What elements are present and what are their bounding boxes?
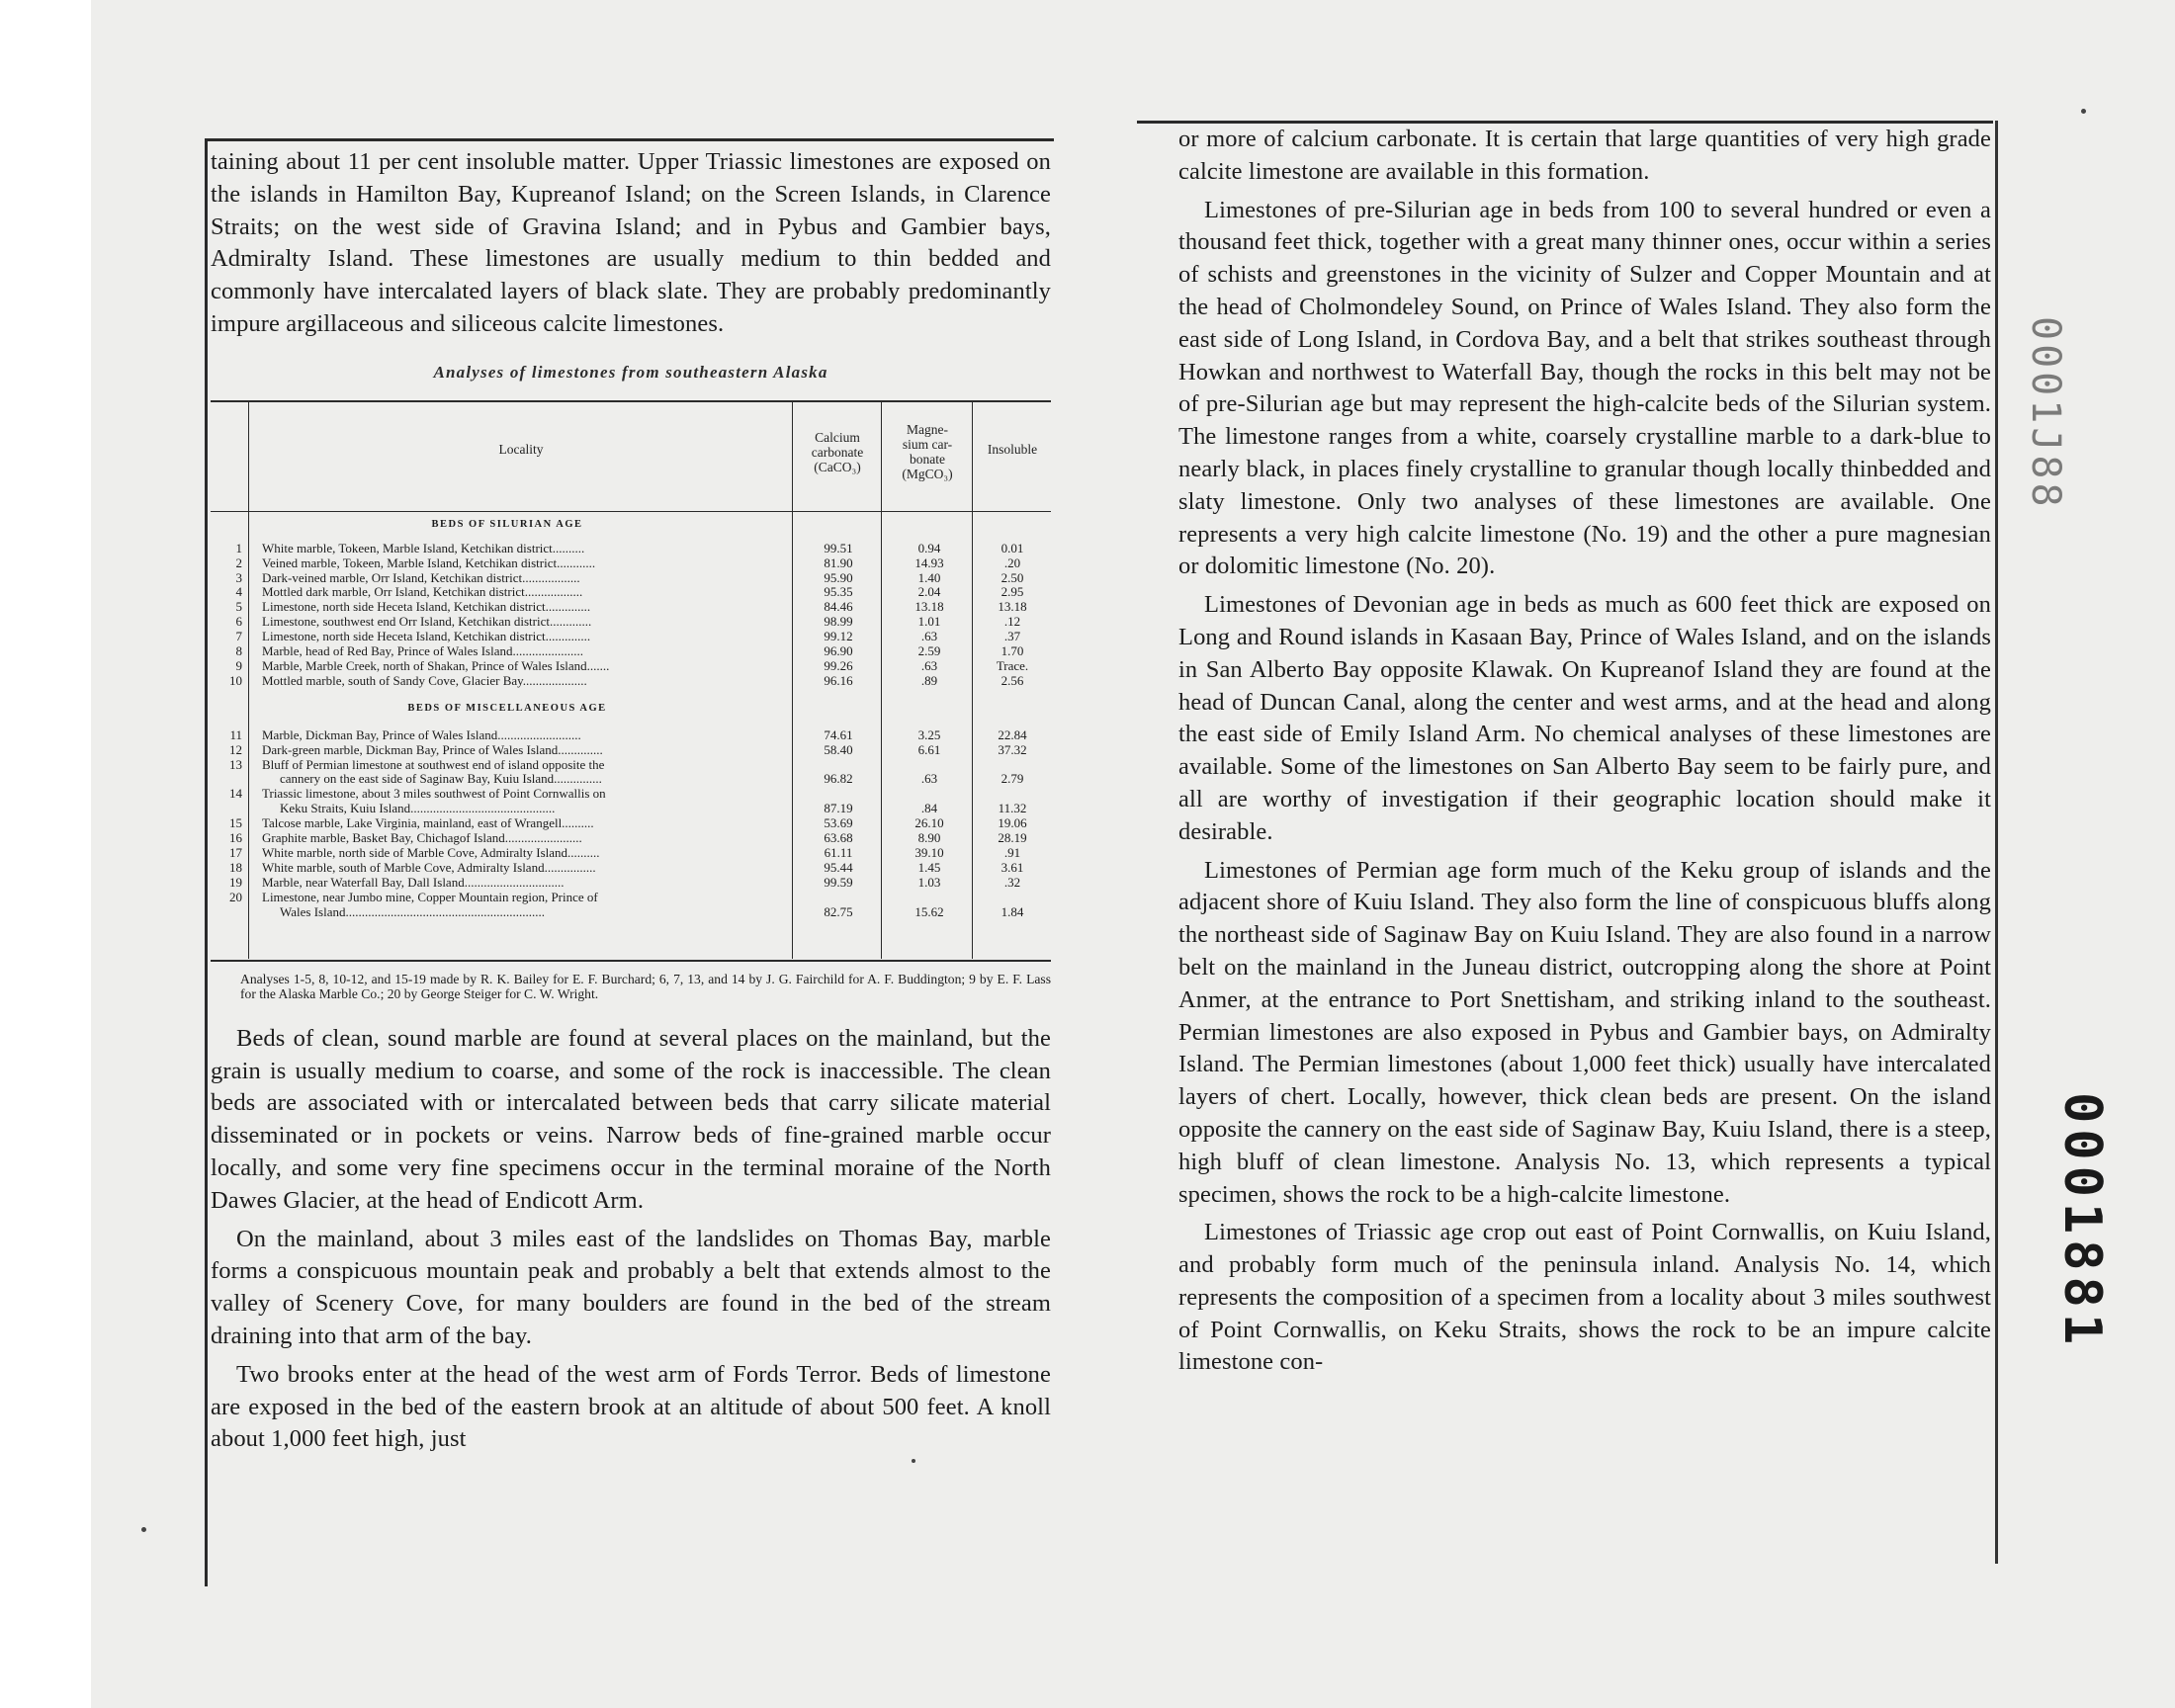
table-bottom-rule xyxy=(211,960,1051,962)
table-row xyxy=(211,658,1051,673)
table-row xyxy=(211,555,1051,570)
row-number: 3 xyxy=(235,569,242,585)
row-insoluble: .37 xyxy=(1003,629,1021,644)
table-row xyxy=(211,801,1051,815)
section-silurian: BEDS OF SILURIAN AGE xyxy=(431,518,583,530)
row-number: 15 xyxy=(229,815,242,831)
row-calcium: 53.69 xyxy=(824,815,853,831)
row-locality: Mottled dark marble, Orr Island, Ketchikan district.................. xyxy=(262,584,583,600)
table-row xyxy=(211,845,1051,860)
row-insoluble: 0.01 xyxy=(1000,540,1024,555)
right-column xyxy=(1178,124,1991,1379)
section-miscellaneous: BEDS OF MISCELLANEOUS AGE xyxy=(407,702,607,714)
row-insoluble: 3.61 xyxy=(1000,859,1024,875)
row-magnesium: 2.04 xyxy=(917,584,941,600)
row-calcium: 58.40 xyxy=(824,741,853,757)
row-calcium: 96.90 xyxy=(824,643,853,659)
margin-speck xyxy=(2081,109,2086,114)
row-insoluble: 11.32 xyxy=(998,801,1027,816)
row-calcium: 99.26 xyxy=(824,657,853,673)
row-number: 16 xyxy=(229,830,242,846)
row-number: 20 xyxy=(229,889,242,904)
row-insoluble: 13.18 xyxy=(998,599,1027,615)
row-calcium: 95.90 xyxy=(824,569,853,585)
table-row xyxy=(211,875,1051,890)
table-row xyxy=(211,742,1051,757)
row-magnesium: 6.61 xyxy=(917,741,941,757)
row-calcium: 95.44 xyxy=(824,859,853,875)
table-row xyxy=(211,614,1051,629)
table-row xyxy=(211,860,1051,875)
row-number: 5 xyxy=(235,599,242,615)
row-number: 8 xyxy=(235,643,242,659)
row-insoluble: 37.32 xyxy=(998,741,1027,757)
row-insoluble: 19.06 xyxy=(998,815,1027,831)
left-paragraph-3: On the mainland, about 3 miles east of the landslides on Thomas Bay, marble forms a conspicuous mountain peak and probably a belt that extends almost to the valley of Scenery Cove, for many boulders are found in the bed of the stream draining into that arm of the bay. xyxy=(211,1225,1051,1349)
row-insoluble: 2.95 xyxy=(1000,584,1024,600)
left-paragraph-4: Two brooks enter at the head of the west arm of Fords Terror. Beds of limestone are exposed in the bed of the eastern brook at an altitude of about 500 feet. A knoll about 1,000 feet high, just xyxy=(211,1360,1051,1453)
row-magnesium: 14.93 xyxy=(914,555,944,570)
table-row xyxy=(211,757,1051,772)
row-number: 14 xyxy=(229,786,242,802)
row-insoluble: 2.50 xyxy=(1000,569,1024,585)
table-title: Analyses of limestones from southeastern Alaska xyxy=(433,362,828,382)
row-locality: Triassic limestone, about 3 miles southwest of Point Cornwallis on xyxy=(262,786,606,802)
row-number: 1 xyxy=(235,540,242,555)
row-locality: Marble, head of Red Bay, Prince of Wales Island...................... xyxy=(262,643,583,659)
row-number: 18 xyxy=(229,859,242,875)
row-calcium: 99.59 xyxy=(824,874,853,890)
right-paragraph-2: Limestones of pre-Silurian age in beds from 100 to several hundred or even a thousand feet thick, together with a great many thinner ones, occur within a series of schists and greenstones in the vicinity of Sulzer and Copper Mountain and at the head of Cholmondeley Sound, on Prince of Wales Island. They also form the east side of Long Island, in Cordova Bay, and a belt that strikes southeast through Howkan and northwest to Waterfall Bay, though the rocks in this belt may not be of pre-Silurian age but may represent the high-calcite beds of the Silurian system. The limestone ranges from a white, coarsely crystalline marble to a dark-blue to nearly black, in places finely crystalline to granular though locally thinbedded and slaty limestone. Only two analyses of these limestones are available. One represents a very high calcite limestone (No. 19) and the other a pure magnesian or dolomitic limestone (No. 20). xyxy=(1178,196,1991,580)
row-locality: Mottled marble, south of Sandy Cove, Glacier Bay.................... xyxy=(262,672,587,688)
analyses-table xyxy=(211,400,1051,966)
table-row xyxy=(211,727,1051,742)
table-footnote: Analyses 1-5, 8, 10-12, and 15-19 made by R. K. Bailey for E. F. Burchard; 6, 7, 13, and 14 by J. G. Fairchild for A. F. Buddington; 9 by E. F. Lass for the Alaska Marble Co.; 20 by George Steiger for C. W. Wright. xyxy=(240,971,1051,1001)
row-number: 12 xyxy=(229,741,242,757)
right-paragraph-3: Limestones of Devonian age in beds as much as 600 feet thick are exposed on Long and Round islands in Kasaan Bay, Prince of Wales Island, and on the islands in San Alberto Bay opposite Klawak. On Kupreanof Island they are found at the head of Duncan Canal, along the center and west arms, and at the head and along the east side of Emily Island Arm. No chemical analyses of these limestones are available. Some of the limestones on San Alberto Bay seem to be fairly pure, and all are worthy of investigation if their geographic location should make it desirable. xyxy=(1178,591,1991,845)
row-magnesium: 13.18 xyxy=(914,599,944,615)
table-row xyxy=(211,570,1051,585)
row-magnesium: 8.90 xyxy=(917,830,941,846)
row-calcium: 95.35 xyxy=(824,584,853,600)
row-locality: Marble, Marble Creek, north of Shakan, Prince of Wales Island....... xyxy=(262,657,610,673)
row-number: 11 xyxy=(229,726,242,742)
right-paragraph-4: Limestones of Permian age form much of the Keku group of islands and the adjacent shore of Kuiu Island. They also form the line of conspicuous bluffs along the northeast side of Saginaw Bay on Kuiu Island. They are also found in a narrow belt on the mainland in the Juneau district, outcropping along the shore at Point Anmer, at the entrance to Port Snettisham, and striking inland to the southeast. Permian limestones are also exposed in Pybus and Gambier bays, on Admiralty Island. The Permian limestones (about 1,000 feet thick) usually have intercalated layers of chert. Locally, however, thick clean beds are present. On the island opposite the cannery on the east side of Saginaw Bay, Kuiu Island, there is a steep, high bluff of clean limestone. Analysis No. 13, which represents a typical specimen, shows the rock to be a high-calcite limestone. xyxy=(1178,856,1991,1208)
row-magnesium: 2.59 xyxy=(917,643,941,659)
row-magnesium: 15.62 xyxy=(914,903,944,919)
row-insoluble: .91 xyxy=(1003,844,1021,860)
archive-stamp-faint: 0001J88 xyxy=(2023,316,2068,511)
row-number: 7 xyxy=(235,629,242,644)
table-row xyxy=(211,629,1051,643)
header-insoluble: Insoluble xyxy=(987,441,1038,457)
right-column-side-rule xyxy=(1995,121,1998,1564)
left-column-top-rule xyxy=(206,138,1054,141)
row-locality: Limestone, southwest end Orr Island, Ketchikan district............. xyxy=(262,614,592,630)
row-insoluble: 1.84 xyxy=(1000,903,1024,919)
row-locality: White marble, south of Marble Cove, Admiralty Island................ xyxy=(262,859,596,875)
row-number: 6 xyxy=(235,614,242,630)
row-insoluble: 1.70 xyxy=(1000,643,1024,659)
row-magnesium: 1.03 xyxy=(917,874,941,890)
row-magnesium: 0.94 xyxy=(917,540,941,555)
row-magnesium: .63 xyxy=(920,629,938,644)
table-row xyxy=(211,584,1051,599)
row-calcium: 61.11 xyxy=(824,844,853,860)
row-insoluble: 2.56 xyxy=(1000,672,1024,688)
table-row xyxy=(211,599,1051,614)
row-number: 10 xyxy=(229,672,242,688)
row-locality: Veined marble, Tokeen, Marble Island, Ketchikan district............ xyxy=(262,555,596,570)
row-magnesium: 3.25 xyxy=(917,726,941,742)
row-calcium: 99.51 xyxy=(824,540,853,555)
left-paragraph-1: taining about 11 per cent insoluble matter. Upper Triassic limestones are exposed on the islands in Hamilton Bay, Kupreanof Island; on the Screen Islands, in Clarence Straits; on the west side of Gravina Island; and in Pybus and Gambier bays, Admiralty Island. These limestones are usually medium to thin bedded and commonly have intercalated layers of black slate. They are probably predominantly impure argillaceous and siliceous calcite limestones. xyxy=(211,148,1051,337)
right-paragraph-1: or more of calcium carbonate. It is certain that large quantities of very high grade calcite limestone are available in this formation. xyxy=(1178,126,1991,185)
row-locality: Talcose marble, Lake Virginia, mainland, east of Wrangell.......... xyxy=(262,815,594,831)
left-column xyxy=(211,146,1051,1456)
row-locality: Marble, Dickman Bay, Prince of Wales Island.......................... xyxy=(262,726,581,742)
row-calcium: 84.46 xyxy=(824,599,853,615)
left-column-side-rule xyxy=(205,138,208,1586)
row-locality: White marble, north side of Marble Cove, Admiralty Island.......... xyxy=(262,844,600,860)
row-magnesium: 1.45 xyxy=(917,859,941,875)
row-locality: Limestone, near Jumbo mine, Copper Mountain region, Prince of xyxy=(262,889,598,904)
table-row xyxy=(211,643,1051,658)
row-locality: Limestone, north side Heceta Island, Ketchikan district.............. xyxy=(262,599,591,615)
row-magnesium: 1.01 xyxy=(917,614,941,630)
archive-stamp-dark: 0001881 xyxy=(2052,1092,2112,1351)
row-insoluble: 28.19 xyxy=(998,830,1027,846)
margin-speck xyxy=(141,1527,146,1532)
row-locality: Dark-green marble, Dickman Bay, Prince of Wales Island.............. xyxy=(262,741,603,757)
table-row xyxy=(211,771,1051,786)
row-locality: Bluff of Permian limestone at southwest end of island opposite the xyxy=(262,756,605,772)
row-number: 19 xyxy=(229,874,242,890)
row-calcium: 81.90 xyxy=(824,555,853,570)
row-magnesium: 1.40 xyxy=(917,569,941,585)
row-locality: Keku Straits, Kuiu Island............................................. xyxy=(280,801,556,816)
margin-speck xyxy=(912,1459,915,1463)
table-row xyxy=(211,815,1051,830)
row-locality: White marble, Tokeen, Marble Island, Ketchikan district.......... xyxy=(262,540,585,555)
header-calcium: Calcium carbonate (CaCO₃) xyxy=(811,429,864,474)
row-insoluble: .20 xyxy=(1003,555,1021,570)
row-locality: Limestone, north side Heceta Island, Ketchikan district.............. xyxy=(262,629,591,644)
header-locality: Locality xyxy=(498,441,544,457)
row-number: 9 xyxy=(235,657,242,673)
row-insoluble: 22.84 xyxy=(998,726,1027,742)
table-row xyxy=(211,890,1051,904)
table-row xyxy=(211,673,1051,688)
table-top-rule xyxy=(211,400,1051,402)
row-calcium: 98.99 xyxy=(824,614,853,630)
row-insoluble: Trace. xyxy=(996,657,1029,673)
table-row xyxy=(211,541,1051,555)
row-calcium: 96.82 xyxy=(824,771,853,787)
row-magnesium: .63 xyxy=(920,771,938,787)
row-magnesium: 26.10 xyxy=(914,815,944,831)
row-number: 4 xyxy=(235,584,242,600)
row-calcium: 82.75 xyxy=(824,903,853,919)
row-calcium: 74.61 xyxy=(824,726,853,742)
row-number: 17 xyxy=(229,844,242,860)
table-row xyxy=(211,904,1051,919)
row-number: 13 xyxy=(229,756,242,772)
row-calcium: 63.68 xyxy=(824,830,853,846)
row-insoluble: 2.79 xyxy=(1000,771,1024,787)
row-number: 2 xyxy=(235,555,242,570)
row-calcium: 96.16 xyxy=(824,672,853,688)
table-row xyxy=(211,786,1051,801)
row-locality: cannery on the east side of Saginaw Bay, Kuiu Island............... xyxy=(280,771,602,787)
row-locality: Marble, near Waterfall Bay, Dall Island............................... xyxy=(262,874,565,890)
row-calcium: 99.12 xyxy=(824,629,853,644)
row-locality: Dark-veined marble, Orr Island, Ketchikan district.................. xyxy=(262,569,580,585)
table-row xyxy=(211,830,1051,845)
row-insoluble: .12 xyxy=(1003,614,1021,630)
row-magnesium: 39.10 xyxy=(914,844,944,860)
row-magnesium: .84 xyxy=(920,801,938,816)
header-magnesium: Magne- sium car- bonate (MgCO₃) xyxy=(902,421,953,481)
table-header-rule xyxy=(211,511,1051,512)
row-insoluble: .32 xyxy=(1003,874,1021,890)
row-calcium: 87.19 xyxy=(824,801,853,816)
row-magnesium: .63 xyxy=(920,657,938,673)
right-paragraph-5: Limestones of Triassic age crop out east of Point Cornwallis, on Kuiu Island, and probably form much of the peninsula inland. Analysis No. 14, which represents the composition of a specimen from a locality about 3 miles southwest of Point Cornwallis, on Keku Straits, shows the rock to be an impure calcite limestone con- xyxy=(1178,1219,1991,1376)
row-magnesium: .89 xyxy=(920,672,938,688)
left-paragraph-2: Beds of clean, sound marble are found at several places on the mainland, but the grain is usually medium to coarse, and some of the rock is inaccessible. The clean beds are associated with or intercalated between beds that carry silicate material disseminated or in pockets or veins. Narrow beds of fine-grained marble occur locally, and some very fine specimens occur in the terminal moraine of the North Dawes Glacier, at the head of Endicott Arm. xyxy=(211,1024,1051,1214)
row-locality: Graphite marble, Basket Bay, Chichagof Island........................ xyxy=(262,830,582,846)
row-locality: Wales Island.............................................................. xyxy=(280,903,545,919)
